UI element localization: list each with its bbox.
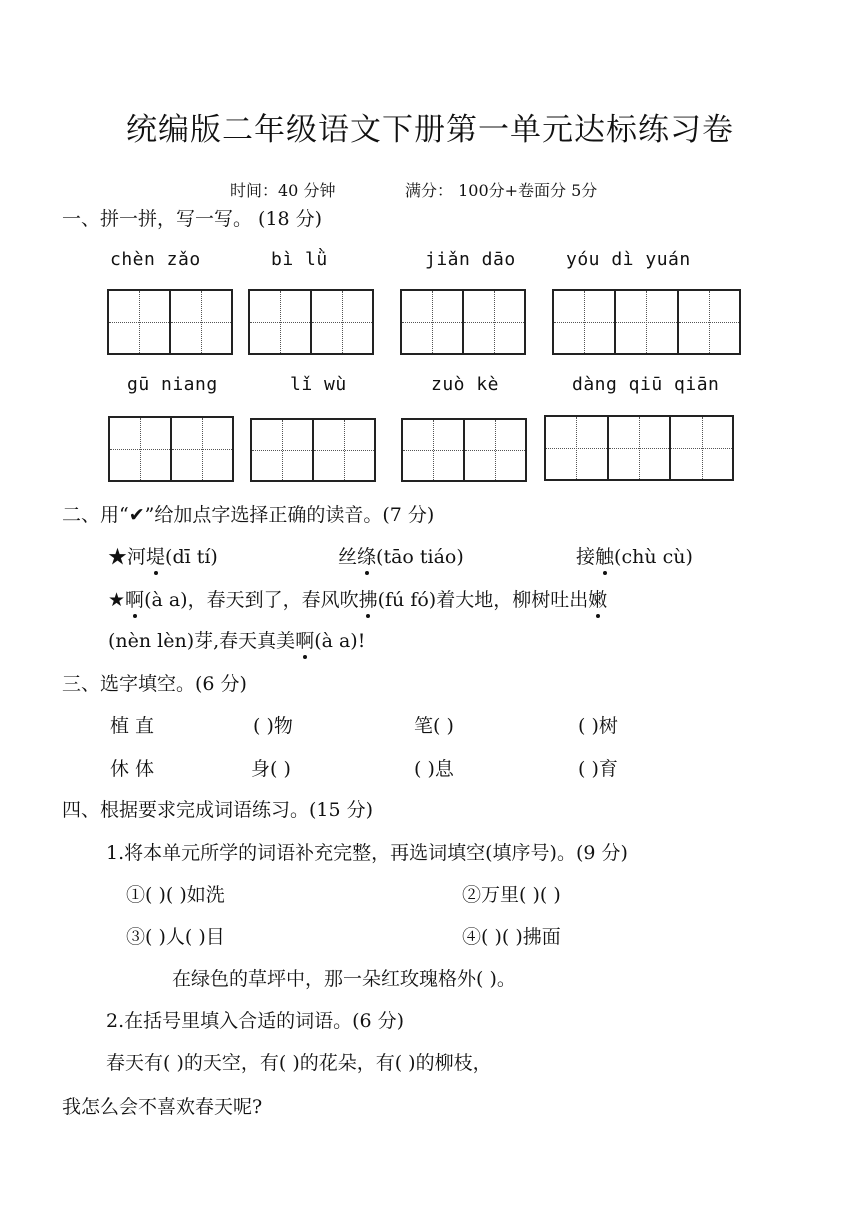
grid-cell[interactable] xyxy=(171,291,231,353)
passage-text[interactable]: (nèn lèn)芽,春天真美 xyxy=(108,630,296,652)
char-choices: 植 直 xyxy=(110,715,155,737)
pinyin-options[interactable]: (dī tí) xyxy=(165,546,218,568)
section-3-heading: 三、选字填空。(6 分) xyxy=(62,673,247,695)
grid-cell[interactable] xyxy=(314,420,374,480)
char-choices: 休 体 xyxy=(110,758,155,780)
grid-cell[interactable] xyxy=(403,420,465,480)
checkmark-icon: ✔ xyxy=(128,504,145,526)
reading-item-1 xyxy=(108,542,218,569)
reading-passage-line-2 xyxy=(108,626,365,653)
reading-item-3 xyxy=(576,542,693,569)
question-2: 2.在括号里填入合适的词语。(6 分) xyxy=(106,1010,405,1032)
fill-sentence-end: 我怎么会不喜欢春天呢? xyxy=(62,1096,263,1118)
exam-score: 满分： 100分+卷面分 5分 xyxy=(405,181,598,200)
writing-grid[interactable] xyxy=(544,415,734,481)
writing-grid[interactable] xyxy=(401,418,527,482)
passage-text[interactable]: (à a)，春天到了，春风吹 xyxy=(144,589,359,611)
fill-blank[interactable]: ( )息 xyxy=(414,758,454,780)
writing-grid[interactable] xyxy=(400,289,526,355)
fill-blank[interactable]: 笔( ) xyxy=(414,715,454,737)
section-1-heading: 一、拼一拼，写一写。 (18 分) xyxy=(62,208,323,230)
fill-blank[interactable]: ( )育 xyxy=(578,758,618,780)
pinyin-label: dàng qiū qiān xyxy=(572,374,720,395)
heading-text: ”给加点字选择正确的读音。(7 分) xyxy=(144,504,435,526)
grid-cell[interactable] xyxy=(671,417,732,479)
item-text: 丝 xyxy=(338,546,358,568)
heading-text: 二、用“ xyxy=(62,504,129,526)
page-title: 统编版二年级语文下册第一单元达标练习卷 xyxy=(126,112,734,148)
dotted-char: 绦 xyxy=(357,542,376,569)
writing-grid[interactable] xyxy=(552,289,741,355)
dotted-char: 啊 xyxy=(125,585,144,612)
pinyin-label: chèn zǎo xyxy=(110,249,201,270)
pinyin-options[interactable]: (chù cù) xyxy=(614,546,693,568)
dotted-char: 堤 xyxy=(146,542,165,569)
item-text: ★河 xyxy=(108,546,147,568)
writing-grid[interactable] xyxy=(248,289,374,355)
pinyin-label: jiǎn dāo xyxy=(425,249,516,270)
idiom-blank[interactable]: ④( )( )拂面 xyxy=(462,926,561,948)
grid-cell[interactable] xyxy=(465,420,525,480)
grid-cell[interactable] xyxy=(609,417,672,479)
idiom-blank[interactable]: ②万里( )( ) xyxy=(462,884,561,906)
grid-cell[interactable] xyxy=(250,291,312,353)
grid-cell[interactable] xyxy=(172,418,232,480)
fill-sentence[interactable]: 春天有( )的天空，有( )的花朵，有( )的柳枝， xyxy=(106,1052,492,1074)
question-1: 1.将本单元所学的词语补充完整，再选词填空(填序号)。(9 分) xyxy=(106,842,628,864)
pinyin-label: gū niang xyxy=(127,374,218,395)
pinyin-label: lǐ wù xyxy=(290,374,347,395)
pinyin-label: yóu dì yuán xyxy=(566,249,691,270)
fill-blank[interactable]: ( )树 xyxy=(578,715,618,737)
grid-cell[interactable] xyxy=(679,291,739,353)
fill-blank[interactable]: 身( ) xyxy=(251,758,291,780)
grid-cell[interactable] xyxy=(616,291,678,353)
idiom-blank[interactable]: ③( )人( )目 xyxy=(126,926,225,948)
grid-cell[interactable] xyxy=(109,291,171,353)
grid-cell[interactable] xyxy=(252,420,314,480)
dotted-char: 拂 xyxy=(359,585,378,612)
passage-text[interactable]: (à a)! xyxy=(314,630,366,652)
fill-sentence[interactable]: 在绿色的草坪中，那一朵红玫瑰格外( )。 xyxy=(172,968,516,990)
dotted-char: 啊 xyxy=(295,626,314,653)
writing-grid[interactable] xyxy=(108,416,234,482)
grid-cell[interactable] xyxy=(110,418,172,480)
grid-cell[interactable] xyxy=(402,291,464,353)
grid-cell[interactable] xyxy=(312,291,372,353)
grid-cell[interactable] xyxy=(554,291,616,353)
item-text: 接 xyxy=(576,546,596,568)
section-2-heading xyxy=(62,500,434,527)
pinyin-label: zuò kè xyxy=(431,374,500,395)
grid-cell[interactable] xyxy=(546,417,609,479)
writing-grid[interactable] xyxy=(107,289,233,355)
section-4-heading: 四、根据要求完成词语练习。(15 分) xyxy=(62,799,374,821)
idiom-blank[interactable]: ①( )( )如洗 xyxy=(126,884,225,906)
dotted-char: 嫩 xyxy=(588,585,607,612)
exam-time: 时间：40 分钟 xyxy=(230,181,336,200)
star-icon: ★ xyxy=(108,589,126,611)
reading-item-2 xyxy=(338,542,464,569)
reading-passage-line-1 xyxy=(108,585,607,612)
dotted-char: 触 xyxy=(595,542,614,569)
grid-cell[interactable] xyxy=(464,291,524,353)
writing-grid[interactable] xyxy=(250,418,376,482)
pinyin-label: bì lǜ xyxy=(271,249,328,270)
fill-blank[interactable]: ( )物 xyxy=(253,715,293,737)
pinyin-options[interactable]: (tāo tiáo) xyxy=(376,546,464,568)
passage-text[interactable]: (fú fó)着大地，柳树吐出 xyxy=(377,589,589,611)
